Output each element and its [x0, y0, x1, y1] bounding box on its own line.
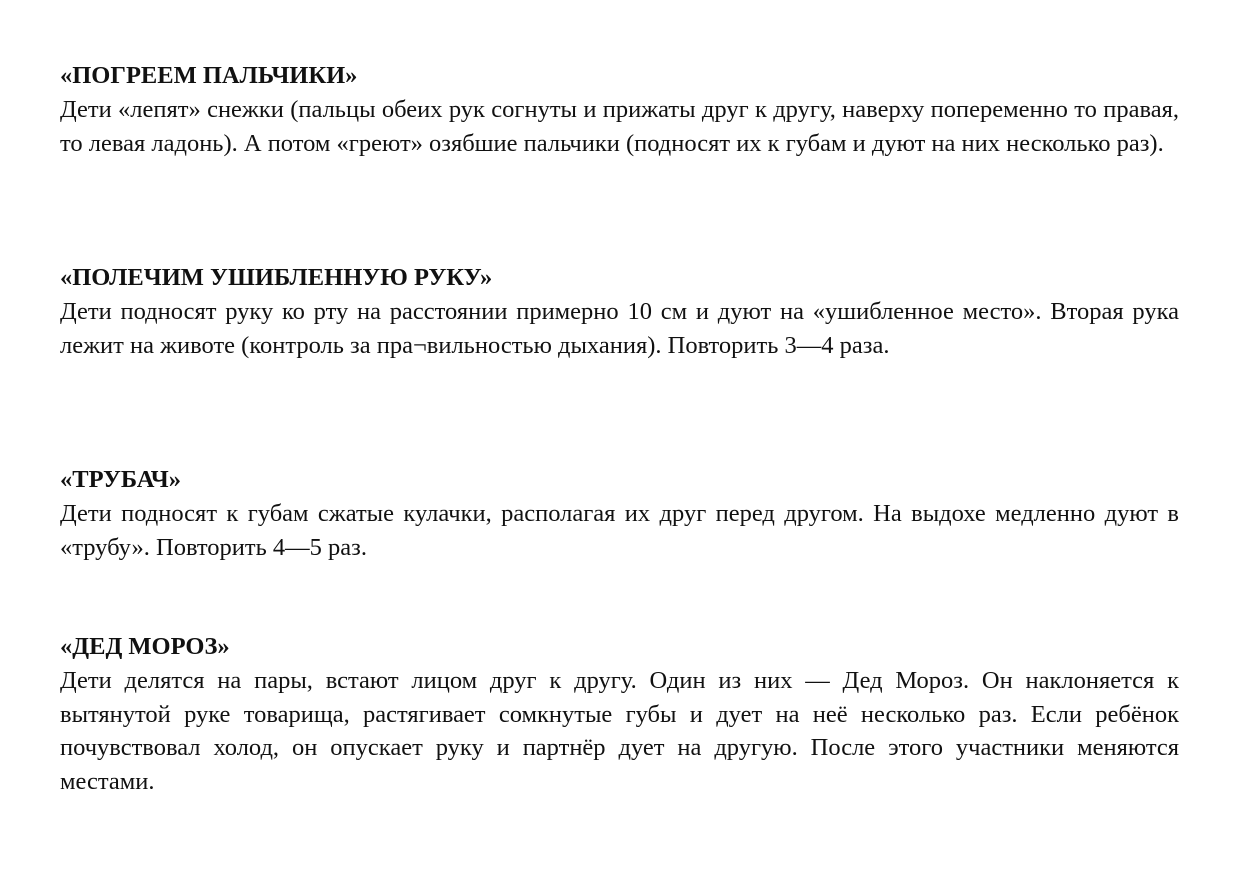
section-body: Дети делятся на пары, встают лицом друг к другу. Один из них — Дед Мороз. Он наклоняется к вытянутой руке товарища, растягивает сомкнутые губы и дует на неё несколько раз. Если ребёнок почувствовал холод, он опускает руку и партнёр дует на другую. После этого участники меняются местами. [60, 666, 1179, 796]
section-trubach [60, 463, 1179, 564]
section-body: Дети подносят руку ко рту на расстоянии примерно 10 см и дуют на «ушибленное место». Вторая рука лежит на животе (контроль за пра¬вильностью дыхания). Повторить 3—4 раза. [60, 297, 1179, 359]
section-title: «ПОГРЕЕМ ПАЛЬЧИКИ» [60, 62, 358, 89]
section-ded-moroz [60, 630, 1179, 799]
section-title: «ПОЛЕЧИМ УШИБЛЕННУЮ РУКУ» [60, 264, 493, 291]
section-polechim-ushiblennuyu-ruku [60, 261, 1179, 362]
section-body: Дети подносят к губам сжатые кулачки, располагая их друг перед другом. На выдохе медленно дуют в «трубу». Повторить 4—5 раз. [60, 499, 1179, 561]
section-title: «ДЕД МОРОЗ» [60, 633, 230, 660]
section-pogreem-palchiki [60, 59, 1179, 160]
section-title: «ТРУБАЧ» [60, 466, 182, 493]
section-body: Дети «лепят» снежки (пальцы обеих рук согнуты и прижаты друг к другу, наверху попеременно то правая, то левая ладонь). А потом «греют» озябшие пальчики (подносят их к губам и дуют на них несколько раз). [60, 95, 1179, 157]
